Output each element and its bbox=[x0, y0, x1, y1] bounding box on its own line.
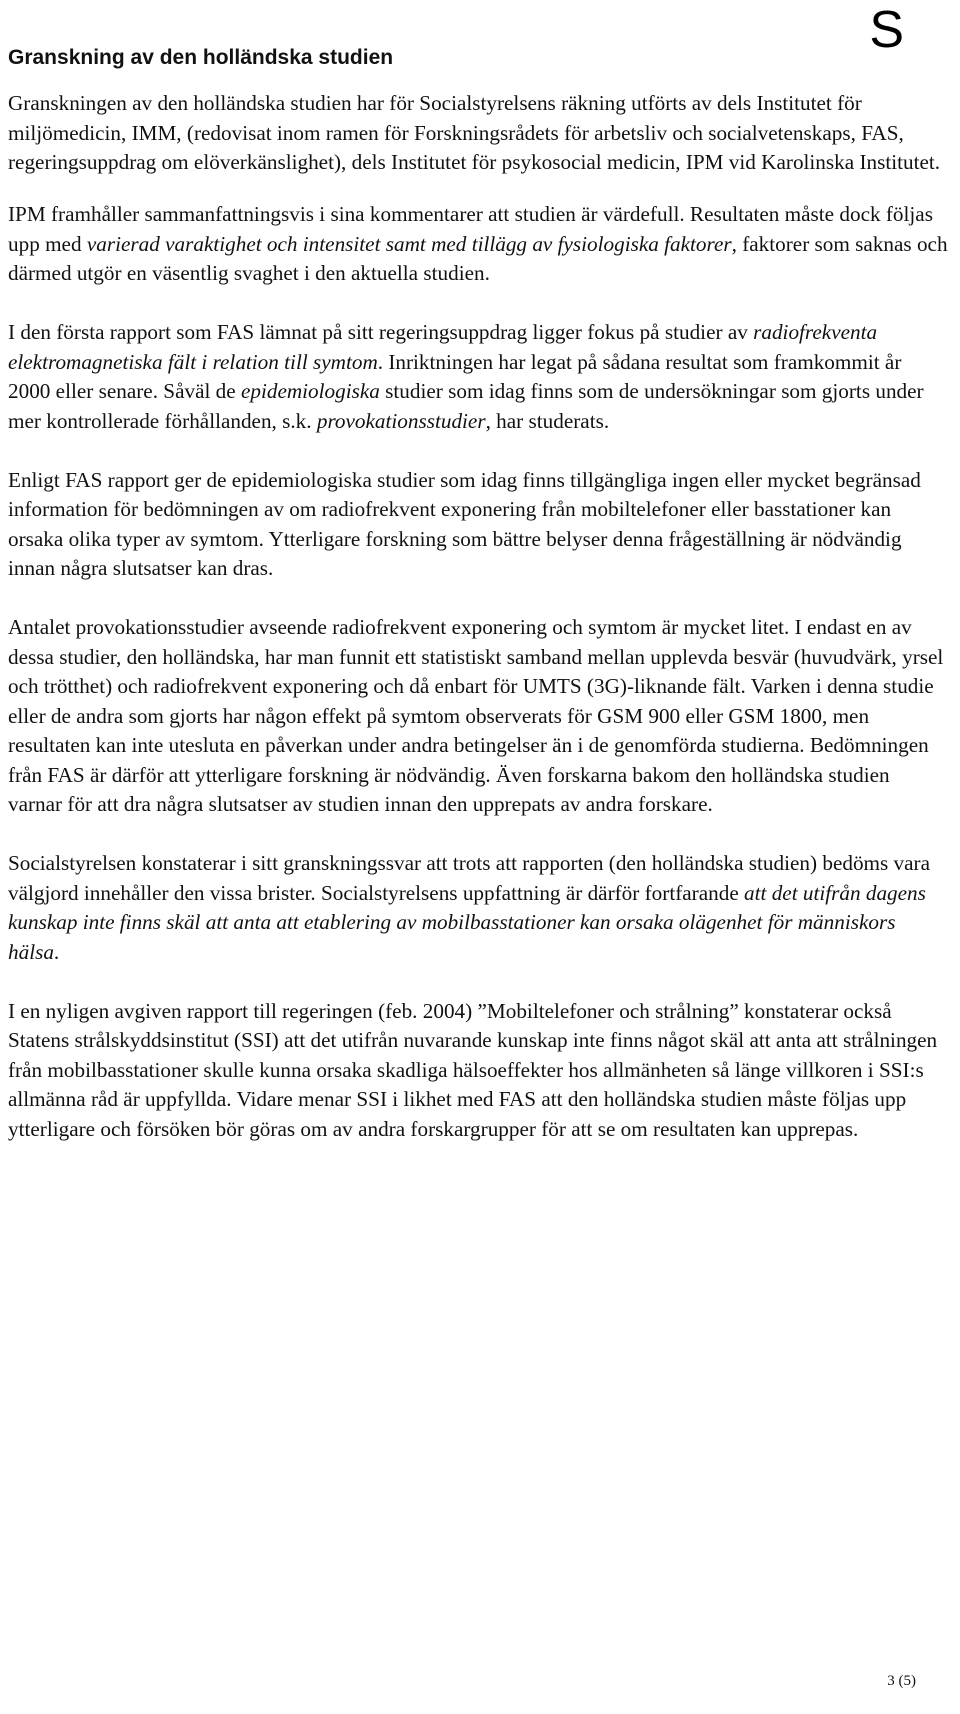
section-heading: Granskning av den holländska studien bbox=[8, 46, 394, 69]
italic-emphasis: radiofrekventa elektromagnetiska fält i relation till symtom bbox=[8, 320, 878, 374]
paragraph-ssi-report: I en nyligen avgiven rapport till regeringen (feb. 2004) ”Mobiltelefoner och strålning” konstaterar också Statens strålskyddsinstitut (SSI) att det utifrån nuvarande kunskap inte finns något skäl att anta att strålningen från mobilbasstationer skulle kunna orsaka skadliga hälsoeffekter hos allmänheten så länge villkoren i SSI:s allmänna råd är uppfyllda. Vidare menar SSI i likhet med FAS att den holländska studien måste följas upp ytterligare och försöken bör göras om av andra forskargrupper för att se om resultaten kan upprepas. bbox=[8, 998, 938, 1141]
text-run: , har studerats. bbox=[485, 408, 610, 433]
text-run: studier som idag finns som de undersökningar som gjorts under mer kontrollerade förhållanden, s.k. bbox=[8, 379, 924, 433]
logo-letter-s: S bbox=[869, 1, 904, 59]
italic-emphasis: epidemiologiska bbox=[240, 379, 380, 403]
text-run: , faktorer som saknas och därmed utgör en väsentlig svaghet i den aktuella studien. bbox=[8, 231, 948, 285]
text-run: I den första rapport som FAS lämnat på sitt regeringsuppdrag ligger fokus på studier av bbox=[8, 320, 754, 344]
paragraph-ipm-summary bbox=[8, 200, 948, 289]
paragraph-provocation-studies: Antalet provokationsstudier avseende radiofrekvent exponering och symtom är mycket litet. I endast en av dessa studier, den holländska, har man funnit ett statistiskt samband mellan upplevda besvär (huvudvärk, yrsel och trötthet) och radiofrekvent exponering och då enbart för UMTS (3G)-liknande fält. Varken i denna studie eller de andra som gjorts har någon effekt på symtom observerats för GSM 900 eller GSM 1800, men resultaten kan inte utesluta en påverkan under andra betingelser än i de genomförda studierna. Bedömningen från FAS är därför att ytterligare forskning är nödvändig. Även forskarna bakom den holländska studien varnar för att dra några slutsatser av studien innan den upprepats av andra forskare. bbox=[8, 615, 944, 816]
paragraph-review-performed: Granskningen av den holländska studien har för Socialstyrelsens räkning utförts av dels Institutet för miljömedicin, IMM, (redovisat inom ramen för Forskningsrådets för arbetsliv och socialvetenskaps, FAS, regeringsuppdrag om elöverkänslighet), dels Institutet för psykosocial medicin, IPM vid Karolinska Institutet. bbox=[8, 91, 941, 174]
italic-emphasis: varierad varaktighet och intensitet samt med tillägg av fysiologiska faktorer bbox=[86, 231, 732, 256]
paragraph-fas-report bbox=[8, 318, 948, 436]
text-run: . Inriktningen har legat på sådana resultat som framkommit år 2000 eller senare. Såväl de bbox=[8, 349, 902, 403]
document-body bbox=[8, 89, 948, 1174]
text-run: . bbox=[53, 939, 60, 964]
paragraph-socialstyrelsen-conclusion bbox=[8, 849, 948, 967]
italic-emphasis: provokationsstudier bbox=[316, 408, 486, 433]
text-run: IPM framhåller sammanfattningsvis i sina kommentarer att studien är värdefull. Resultaten måste dock följas upp med bbox=[8, 202, 933, 256]
paragraph-epidemiological-studies: Enligt FAS rapport ger de epidemiologiska studier som idag finns tillgängliga ingen eller mycket begränsad information för bedömningen av om radiofrekvent exponering från mobiltelefoner eller basstationer kan orsaka olika typer av symtom. Ytterligare forskning som bättre belyser denna frågeställning är nödvändig innan några slutsatser kan dras. bbox=[8, 467, 921, 580]
italic-emphasis: att det utifrån dagens kunskap inte finns skäl att anta att etablering av mobilbasstationer kan orsaka olägenhet för människors hälsa bbox=[8, 880, 926, 964]
text-run: Socialstyrelsen konstaterar i sitt granskningssvar att trots att rapporten (den holländska studien) bedöms vara välgjord innehåller den vissa brister. Socialstyrelsens uppfattning är därför fortfarande bbox=[8, 851, 931, 905]
page-number: 3 (5) bbox=[887, 1673, 916, 1689]
